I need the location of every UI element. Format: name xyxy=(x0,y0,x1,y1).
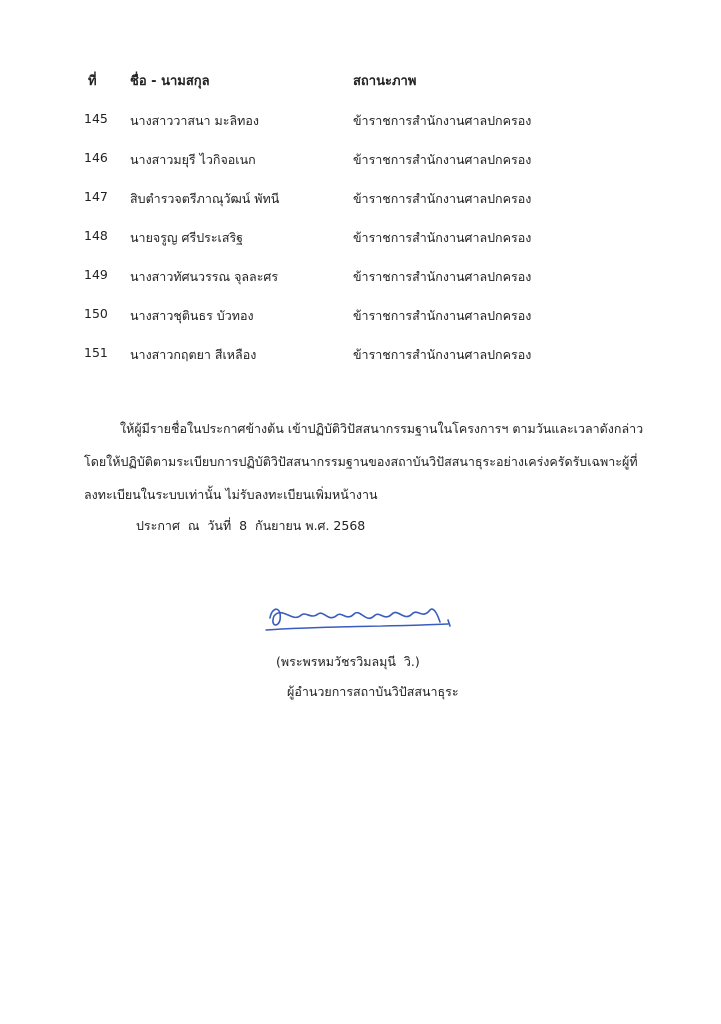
row-status: ข้าราชการสำนักงานศาลปกครอง xyxy=(353,347,532,362)
row-name: นายจรูญ ศรีประเสริฐ xyxy=(130,230,244,245)
announcement-line: ลงทะเบียนในระบบเท่านั้น ไม่รับลงทะเบียนเพิ่มหน้างาน xyxy=(84,487,378,502)
table-row xyxy=(0,187,721,226)
row-status: ข้าราชการสำนักงานศาลปกครอง xyxy=(353,308,532,323)
row-status: ข้าราชการสำนักงานศาลปกครอง xyxy=(353,113,532,128)
table-row xyxy=(0,148,721,187)
issued-date: ประกาศ ณ วันที่ 8 กันยายน พ.ศ. 2568 xyxy=(136,518,366,533)
row-status: ข้าราชการสำนักงานศาลปกครอง xyxy=(353,269,532,284)
table-body xyxy=(0,109,721,382)
row-no: 150 xyxy=(84,306,108,321)
row-name: นางสาววาสนา มะลิทอง xyxy=(130,113,260,128)
row-name: นางสาวทัศนวรรณ จุลละศร xyxy=(130,269,279,284)
header-name: ชื่อ - นามสกุล xyxy=(130,74,210,89)
announcement-paragraph xyxy=(84,412,644,511)
row-no: 148 xyxy=(84,228,108,243)
table-header xyxy=(0,70,721,94)
row-no: 147 xyxy=(84,189,108,204)
row-status: ข้าราชการสำนักงานศาลปกครอง xyxy=(353,230,532,245)
announcement-line: ให้ผู้มีรายชื่อในประกาศข้างต้น เข้าปฏิบัติวิปัสสนากรรมฐานในโครงการฯ ตามวันและเวลาดังกล่าว xyxy=(120,421,644,436)
signature-image xyxy=(262,596,462,640)
announcement-line: โดยให้ปฏิบัติตามระเบียบการปฏิบัติวิปัสสนากรรมฐานของสถาบันวิปัสสนาธุระอย่างเคร่งครัดรับเฉพาะผู้ที่ xyxy=(84,454,638,469)
row-name: นางสาวมยุรี ไวกิจอเนก xyxy=(130,152,256,167)
row-name: นางสาวกฤตยา สีเหลือง xyxy=(130,347,257,362)
row-no: 145 xyxy=(84,111,108,126)
table-row xyxy=(0,109,721,148)
table-row xyxy=(0,304,721,343)
header-no: ที่ xyxy=(88,74,97,89)
signer-title: ผู้อำนวยการสถาบันวิปัสสนาธุระ xyxy=(287,684,459,699)
table-row xyxy=(0,343,721,382)
row-no: 151 xyxy=(84,345,108,360)
table-row xyxy=(0,226,721,265)
row-no: 149 xyxy=(84,267,108,282)
row-status: ข้าราชการสำนักงานศาลปกครอง xyxy=(353,191,532,206)
header-status: สถานะภาพ xyxy=(353,74,417,89)
signer-name: (พระพรหมวัชรวิมลมุนี วิ.) xyxy=(276,654,420,669)
table-row xyxy=(0,265,721,304)
row-status: ข้าราชการสำนักงานศาลปกครอง xyxy=(353,152,532,167)
row-name: สิบตำรวจตรีภาณุวัฒน์ พัทนี xyxy=(130,191,280,206)
row-no: 146 xyxy=(84,150,108,165)
row-name: นางสาวชุตินธร บัวทอง xyxy=(130,308,254,323)
